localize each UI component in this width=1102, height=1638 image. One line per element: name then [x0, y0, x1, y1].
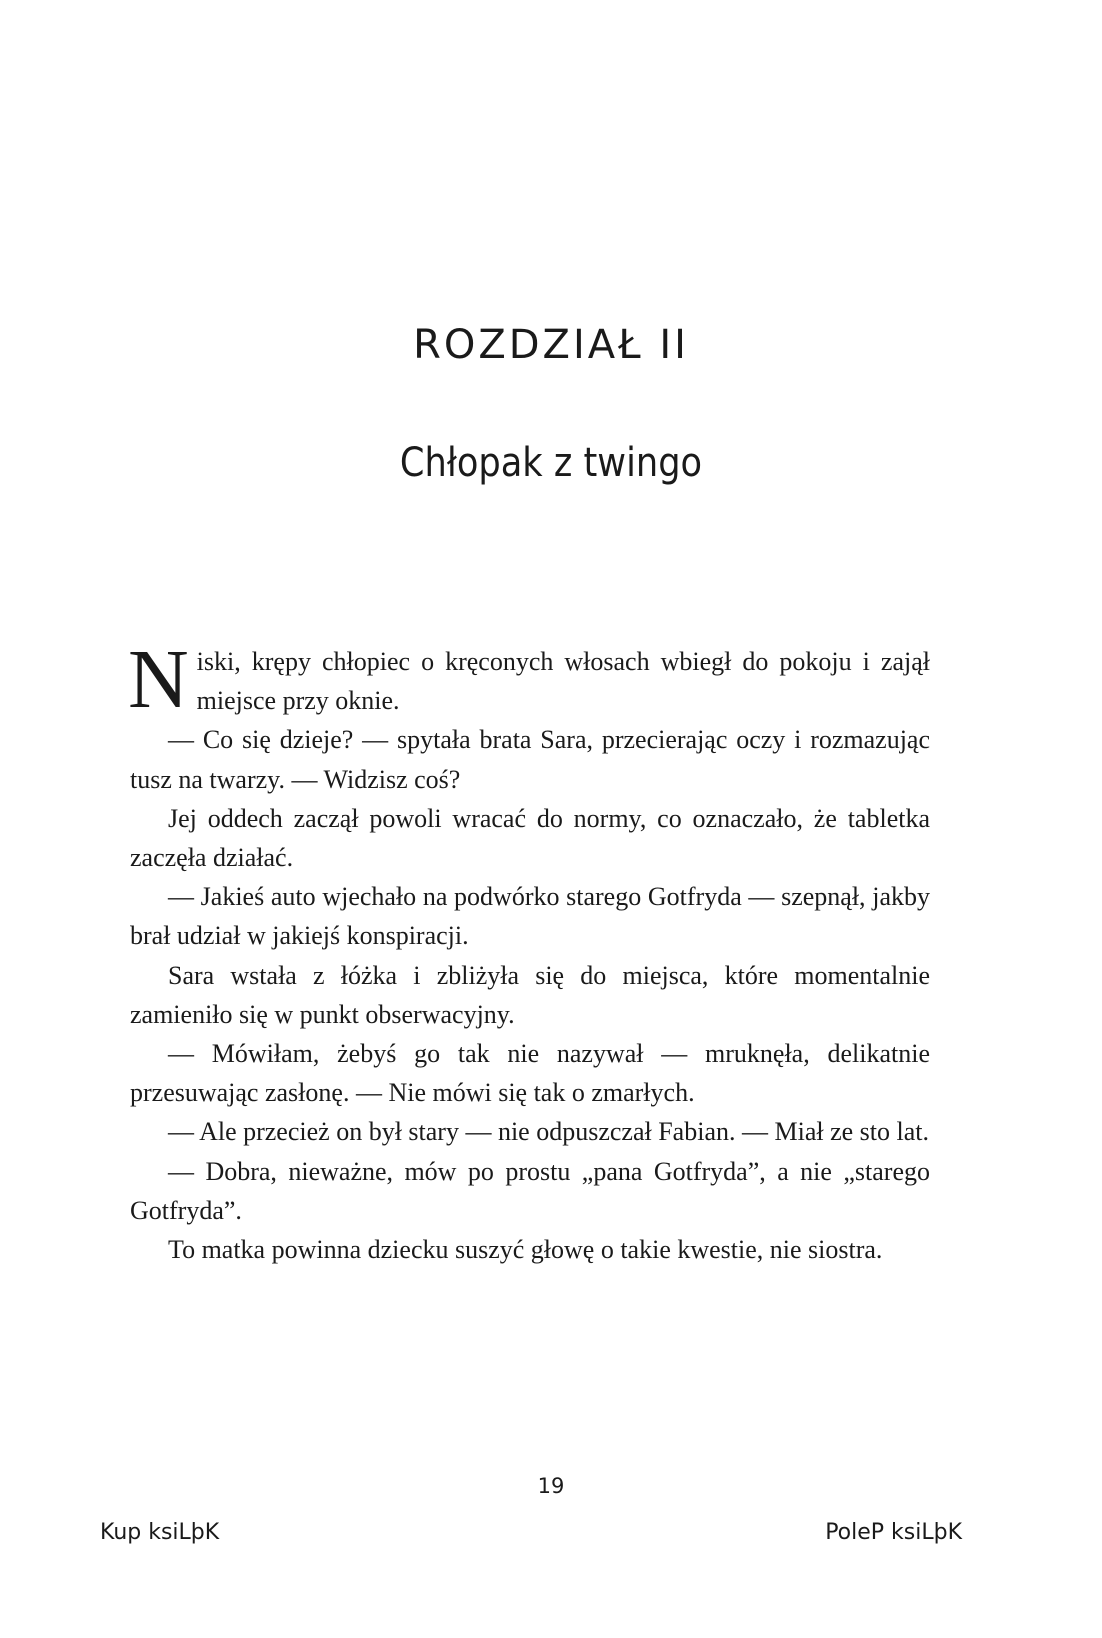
paragraph-3: Jej oddech zaczął powoli wracać do normy, co oznaczało, że tabletka zaczęła działać.: [130, 803, 930, 873]
paragraph-4: — Jakieś auto wjechało na podwórko starego Gotfryda — szepnął, jakby brał udział w jakiejś konspiracji.: [130, 882, 930, 951]
chapter-label: ROZDZIAŁ II: [413, 322, 689, 368]
paragraph-5: Sara wstała z łóżka i zbliżyła się do miejsca, które momentalnie zamieniło się w punkt obserwacyjny.: [130, 960, 930, 1029]
paragraph-2: — Co się dzieje? — spytała brata Sara, przecierając oczy i rozmazując tusz na twarzy. — Widzisz coś?: [130, 725, 930, 794]
page-number: 19: [537, 1474, 565, 1498]
drop-cap: N: [128, 633, 189, 726]
paragraph-1: [128, 633, 930, 726]
chapter-title: Chłopak z twingo: [399, 440, 703, 486]
paragraph-1-text: iski, krępy chłopiec o kręconych włosach wbiegł do pokoju i zajął miejsce przy oknie.: [196, 647, 930, 716]
recommend-book-link[interactable]: PoleP ksiLþK: [825, 1520, 962, 1545]
paragraph-9: To matka powinna dziecku suszyć głowę o takie kwestie, nie siostra.: [168, 1235, 883, 1265]
paragraph-8: — Dobra, nieważne, mów po prostu „pana Gotfryda”, a nie „starego Gotfryda”.: [130, 1156, 930, 1225]
paragraph-7: — Ale przecież on był stary — nie odpuszczał Fabian. — Miał ze sto lat.: [168, 1117, 929, 1147]
chapter-body: [128, 633, 930, 1269]
paragraph-6: — Mówiłam, żebyś go tak nie nazywał — mruknęła, delikatnie przesuwając zasłonę. — Nie mówi się tak o zmarłych.: [130, 1039, 930, 1108]
buy-book-link[interactable]: Kup ksiLþK: [100, 1520, 220, 1545]
